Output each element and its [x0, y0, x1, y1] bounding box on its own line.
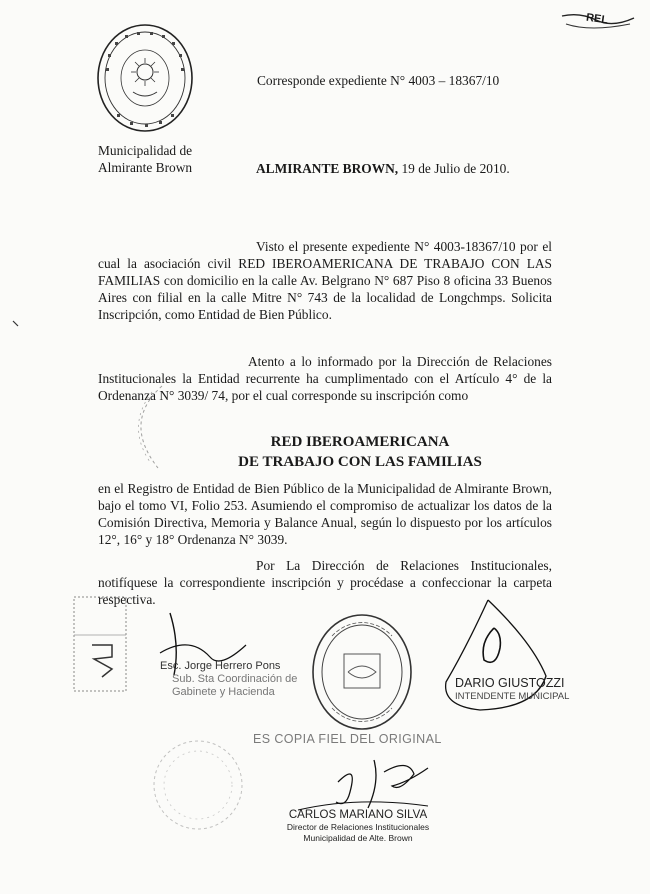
- reference-line: Corresponde expediente N° 4003 – 18367/10: [257, 73, 500, 88]
- sender-block: [98, 142, 192, 176]
- bottom-signer-title-2: Municipalidad de Alte. Brown: [303, 833, 413, 843]
- right-signer-name: DARIO GIUSTOZZI: [455, 676, 565, 690]
- sender-line-1: Municipalidad de: [98, 143, 193, 158]
- left-signer-title-1: Sub. Sta Coordinación de: [172, 673, 298, 685]
- entity-title: [200, 432, 520, 472]
- left-signer-title-2: Gabinete y Hacienda: [172, 686, 275, 698]
- paragraph-4: Por La Dirección de Relaciones Institucionales, notifíquese la correspondiente inscripción y procédase a confeccionar la carpeta respectiva.: [98, 558, 552, 607]
- bottom-signature-block: [268, 808, 448, 844]
- faded-side-stamp: [112, 382, 167, 472]
- dateline: [256, 160, 510, 177]
- right-signer-title: INTENDENTE MUNICIPAL: [455, 691, 570, 702]
- paragraph-3: en el Registro de Entidad de Bien Público de la Municipalidad de Almirante Brown, bajo el tomo VI, Folio 253. Asumiendo el compromiso de actualizar los datos de la Comisión Directiva, Memoria y Balance Anual, según lo dispuesto por los artículos 12°, 16° y 18° Ordenanza N° 3039.: [98, 481, 552, 547]
- entity-title-line-2: DE TRABAJO CON LAS FAMILIAS: [238, 454, 482, 470]
- faded-circular-stamp: [148, 735, 248, 835]
- paragraph-2: Atento a lo informado por la Dirección de Relaciones Institucionales la Entidad recurrente ha cumplimentado con el Artículo 4° de la Ordenanza N° 3039/ 74, por el cual corresponde su inscripción como: [98, 354, 552, 403]
- corner-mark: REL: [560, 10, 640, 36]
- left-faded-stamp: [72, 595, 130, 695]
- sender-line-2: Almirante Brown: [98, 160, 193, 175]
- copy-certification-stamp: ES COPIA FIEL DEL ORIGINAL: [253, 732, 442, 746]
- left-signature-block: [160, 660, 297, 699]
- dateline-place: ALMIRANTE BROWN,: [256, 161, 399, 176]
- right-signature-block: [455, 676, 569, 704]
- municipal-seal-logo: [95, 22, 195, 134]
- center-seal-stamp: [310, 612, 414, 732]
- dateline-date: 19 de Julio de 2010.: [401, 161, 510, 176]
- bottom-signer-title-1: Director de Relaciones Institucionales: [286, 822, 430, 832]
- paragraph-1: Visto el presente expediente N° 4003-18367/10 por el cual la asociación civil RED IBEROAMERICANA DE TRABAJO CON LAS FAMILIAS con domicilio en la calle Av. Belgrano N° 687 Piso 8 oficina 33 Buenos Aires con filial en la calle Mitre N° 743 de la localidad de Longchmps. Solicita Inscripción, como Entidad de Bien Público.: [98, 239, 552, 322]
- left-signer-name: Esc. Jorge Herrero Pons: [160, 660, 281, 672]
- bottom-signer-name: CARLOS MARIANO SILVA: [288, 809, 428, 821]
- entity-title-line-1: RED IBEROAMERICANA: [270, 434, 450, 450]
- margin-mark: [12, 315, 20, 323]
